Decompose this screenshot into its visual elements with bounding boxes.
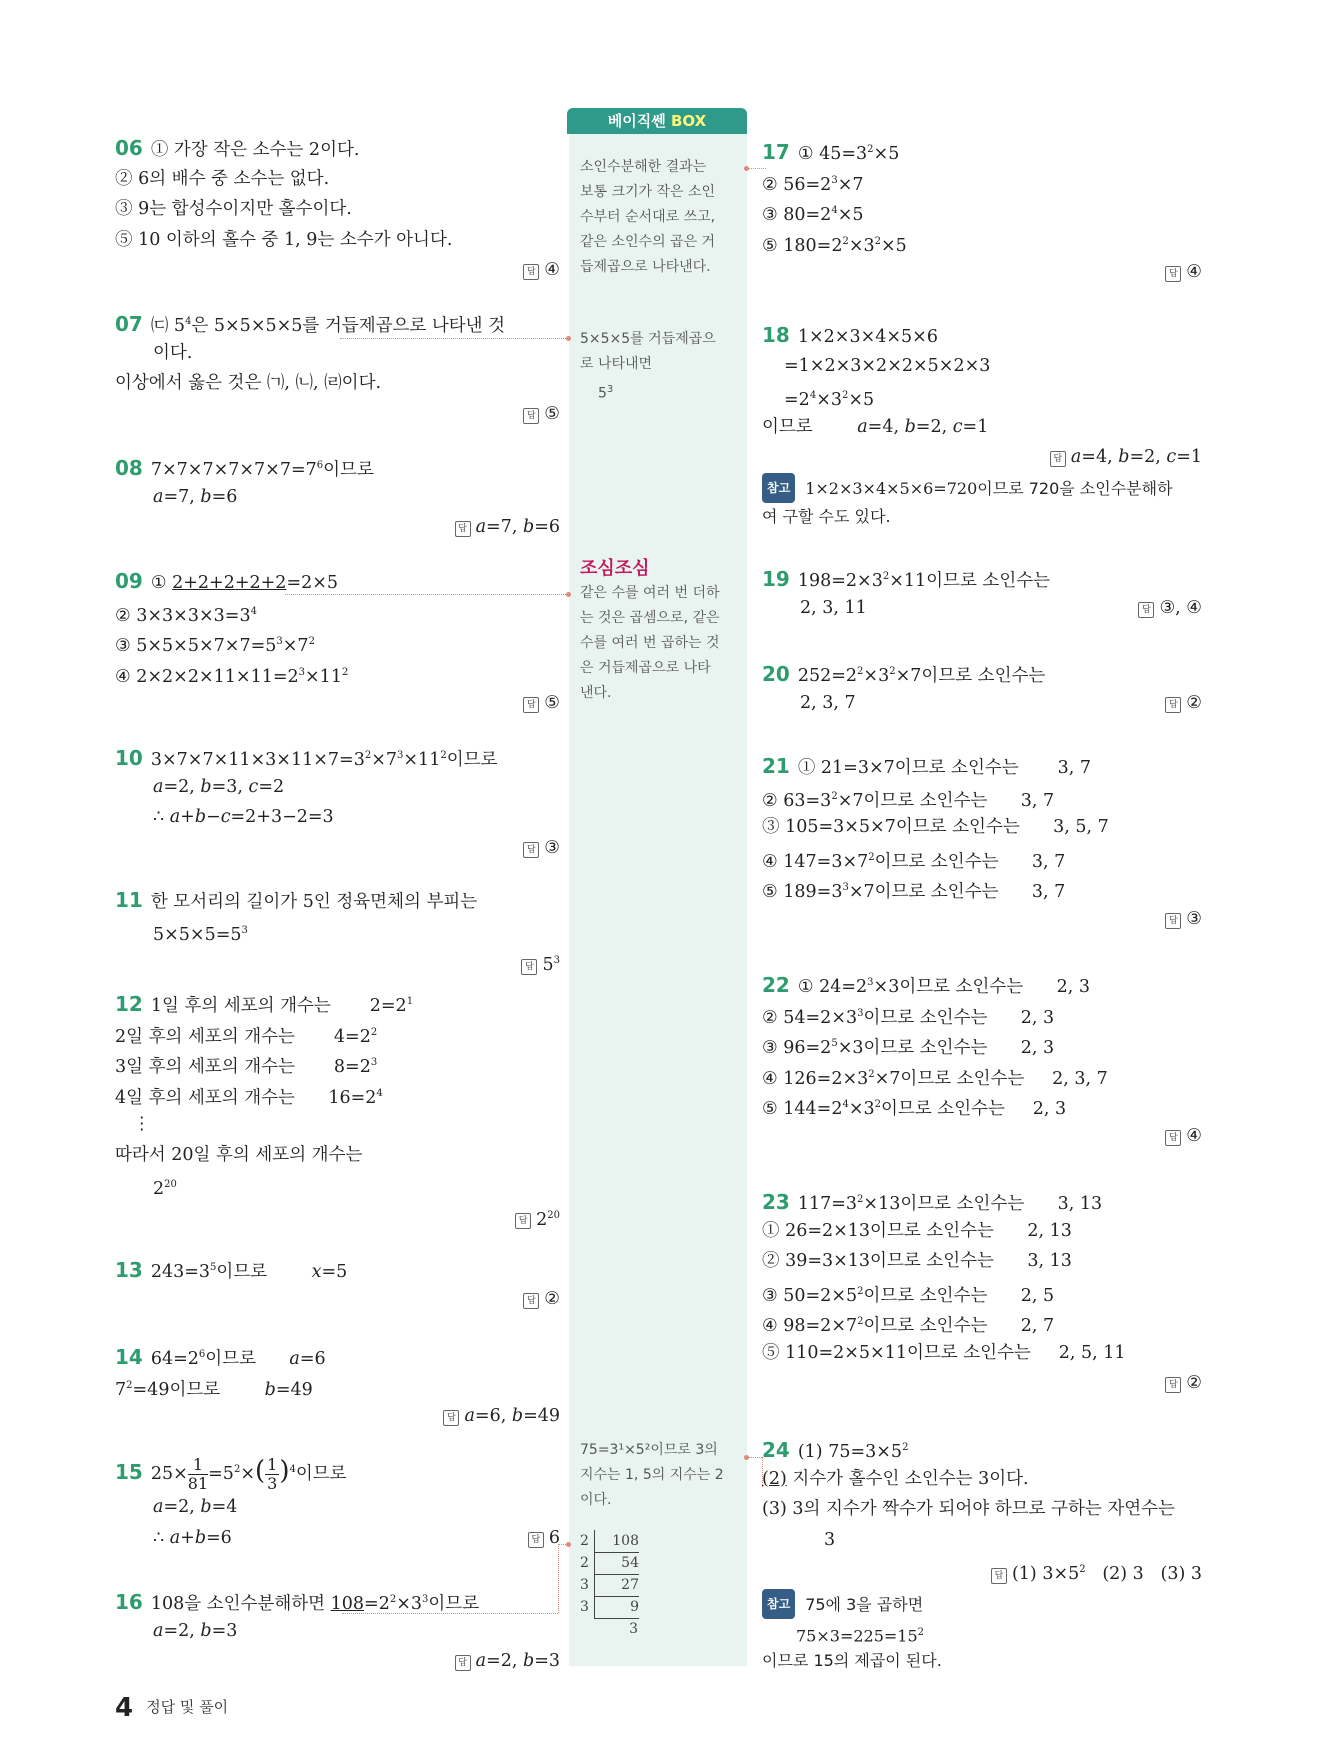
side-note-line: 수부터 순서대로 쓰고, [580, 209, 716, 225]
box-title-en: BOX [670, 112, 707, 130]
problem-14: 14 $64=2^6$이므로 a=6 $7^2=49$이므로 b=49 답 a=6, b=49 [115, 1344, 560, 1426]
power-base: 5 [598, 385, 607, 402]
answer-icon: 답 [528, 1532, 544, 1548]
problem-11: 11 한 모서리의 길이가 5인 정육면체의 부피는 $5\times 5\times 5=5^3$ 답 $5^3$ [115, 888, 560, 975]
answer-icon: 답 [1050, 451, 1066, 467]
problem-15: 15 25× $\frac{1}{81}$ $=5^2\times$( $\frac{1}{3}$ )$^4$이므로 a=2, b=4 ∴ a+b=6 답 6 [115, 1454, 560, 1548]
division-row [580, 1574, 738, 1596]
problem-13: 13 $243=3^5$이므로 x=5 답 ② [115, 1257, 560, 1309]
problem-19: 19 $198=2\times 3^2\times 11$이므로 소인수는 2, 3, 11 답 ③, ④ [762, 566, 1202, 618]
side-note-power [580, 377, 738, 407]
side-note-line: 같은 소인수의 곱은 거 [580, 234, 716, 250]
division-row [580, 1552, 738, 1574]
side-note-line: 듭제곱으로 나타낸다. [580, 259, 711, 275]
reference-note-line: 이므로 15의 제곱이 된다. [762, 1651, 942, 1671]
answer-icon: 답 [515, 1213, 531, 1229]
page-footer [115, 1693, 228, 1723]
answer-icon: 답 [523, 697, 539, 713]
reference-note: 참고 75에 3을 곱하면 [762, 1589, 1202, 1619]
answer-icon: 답 [1138, 602, 1154, 618]
side-note-line: 소인수분해한 결과는 [580, 159, 707, 175]
division-ladder [580, 1530, 738, 1640]
divisor: 2 [580, 1555, 589, 1571]
side-note-line: 로 나타내면 [580, 356, 653, 372]
careful-title: 조심조심 [580, 558, 650, 579]
problem-09: 09 ① 2+2+2+2+2=2×5 ② $3\times 3\times 3\times 3=3^4$ ③ $5\times 5\times 5\times 7\times 7=5^3\times 7^2$ ④ $2\times 2\times 2\times 11\times 11=2^3\times 11^2$ 답 ⑤ [115, 569, 560, 713]
quotient: 3 [629, 1621, 638, 1637]
side-note-line: 지수는 1, 5의 지수는 2 [580, 1467, 724, 1483]
reference-note: 참고 1×2×3×4×5×6=720이므로 720을 소인수분해하 [762, 473, 1202, 503]
footer-title: 정답 및 풀이 [146, 1698, 229, 1716]
problem-10: 10 $3\times 7\times 7\times 11\times 3\times 11\times 7=3^2\times 7^3\times 11^2$이므로 a=2, b=3, c=2 ∴ a+b−c=2+3−2=3 답 ③ [115, 745, 560, 858]
side-note-line: 같은 수를 여러 번 더하 [580, 585, 720, 601]
side-note-line: 는 것은 곱셈으로, 같은 [580, 610, 720, 626]
side-note-line: 75=3¹×5²이므로 3의 [580, 1442, 718, 1458]
problem-20: 20 $252=2^2\times 3^2\times 7$이므로 소인수는 2, 3, 7 답 ② [762, 661, 1202, 713]
answer-icon: 답 [455, 1655, 471, 1671]
problem-16: 16 108을 소인수분해하면 $108=2^2\times 3^3$이므로 a=2, b=3 답 a=2, b=3 [115, 1589, 560, 1671]
connector-dot [566, 592, 571, 597]
dividend: 9 [594, 1596, 639, 1619]
problem-21: 21 ① 21=3×7이므로 소인수는 3, 7 ② $63=3^2\times 7$이므로 소인수는 3, 7 ③ 105=3×5×7이므로 소인수는 3, 5, 7 ④ $147=3\times 7^2$이므로 소인수는 3, 7 ⑤ $189=3^3\times 7$이므로 소인수는 3, 7 답 ③ [762, 754, 1202, 929]
dividend: 27 [594, 1574, 639, 1597]
connector-line [748, 1457, 762, 1458]
division-row [580, 1530, 738, 1552]
side-note-2 [580, 327, 738, 407]
problem-07: 07 ㈂ $5^4$은 5×5×5×5를 거듭제곱으로 나타낸 것 이다. 이상에서 옳은 것은 ㈀, ㈁, ㈃이다. 답 ⑤ [115, 311, 560, 424]
divisor: 3 [580, 1577, 589, 1593]
connector-dot [566, 336, 571, 341]
answer-icon: 답 [1165, 1130, 1181, 1146]
problem-22: 22 ① $24=2^3\times 3$이므로 소인수는 2, 3 ② $54=2\times 3^3$이므로 소인수는 2, 3 ③ $96=2^5\times 3$이므로 소인수는 2, 3 ④ $126=2\times 3^2\times 7$이므로 소인수는 2, 3, 7 ⑤ $144=2^4\times 3^2$이므로 소인수는 2, 3 답 ④ [762, 972, 1202, 1146]
side-note-line: 이다. [580, 1492, 612, 1508]
division-row [580, 1596, 738, 1618]
side-note-4 [580, 1438, 738, 1513]
side-note-line: 낸다. [580, 685, 612, 701]
answer-icon: 답 [1165, 266, 1181, 282]
answer-icon: 답 [443, 1410, 459, 1426]
page-number: 4 [115, 1693, 134, 1723]
dividend: 54 [594, 1552, 639, 1575]
side-note-3 [580, 556, 738, 706]
divisor: 2 [580, 1533, 589, 1549]
note-badge: 참고 [762, 473, 795, 503]
answer-icon: 답 [521, 959, 537, 975]
reference-note-line: 여 구할 수도 있다. [762, 506, 891, 526]
division-row [580, 1618, 738, 1640]
problem-12: 12 1일 후의 세포의 개수는 $2=2^1$ 2일 후의 세포의 개수는 $4=2^2$ 3일 후의 세포의 개수는 $8=2^3$ 4일 후의 세포의 개수는 $16=2^4$ ⋮ 따라서 20일 후의 세포의 개수는 $2^{20}$ 답 $2^{20}$ [115, 991, 560, 1230]
side-note-line: 5×5×5를 거듭제곱으 [580, 331, 716, 347]
answer-icon: 답 [1165, 1377, 1181, 1393]
answer-icon: 답 [1165, 913, 1181, 929]
problem-08: 08 $7\times 7\times 7\times 7\times 7\times 7=7^6$이므로 a=7, b=6 답 a=7, b=6 [115, 455, 560, 537]
note-badge: 참고 [762, 1589, 795, 1619]
answer-icon: 답 [1165, 697, 1181, 713]
dividend: 108 [594, 1530, 639, 1553]
problem-06: 06 ① 가장 작은 소수는 2이다. ② 6의 배수 중 소수는 없다. ③ 9는 합성수이지만 홀수이다. ⑤ 10 이하의 홀수 중 1, 9는 소수가 아니다. 답 ④ [115, 136, 560, 280]
problem-23: 23 $117=3^2\times 13$이므로 소인수는 3, 13 ① 26=2×13이므로 소인수는 2, 13 ② 39=3×13이므로 소인수는 3, 13 ③ $50=2\times 5^2$이므로 소인수는 2, 5 ④ $98=2\times 7^2$이므로 소인수는 2, 7 ⑤ 110=2×5×11이므로 소인수는 2, 5, 11 답 ② [762, 1189, 1202, 1393]
power-exponent: 3 [606, 384, 614, 395]
side-note-line: 보통 크기가 작은 소인 [580, 184, 716, 200]
divisor: 3 [580, 1599, 589, 1615]
problem-18: 18 1×2×3×4×5×6 =1×2×3×2×2×5×2×3 $=2^4\times 3^2\times 5$ 이므로 a=4, b=2, c=1 답 a=4, b=2, c=1 참고 1×2×3×4×5×6=720이므로 720을 소인수분해하 여 구할 수도 있다. [762, 320, 1202, 531]
answer-icon: 답 [455, 521, 471, 537]
basic-box-tab [567, 108, 747, 134]
answer-icon: 답 [991, 1568, 1007, 1584]
answer-icon: 답 [523, 842, 539, 858]
box-title: 베이직쎈 [607, 112, 666, 130]
problem-24: 24 (1) $75=3\times 5^2$ (2) 지수가 홀수인 소인수는 3이다. (3) 3의 지수가 짝수가 되어야 하므로 구하는 자연수는 3 답 (1) $3\times 5^2$ (2) 3 (3) 3 참고 75에 3을 곱하면 $75\times 3=225=15^2$ 이므로 15의 제곱이 된다. [762, 1433, 1202, 1675]
answer-icon: 답 [523, 264, 539, 280]
side-note-line: 은 거듭제곱으로 나타 [580, 660, 711, 676]
answer-icon: 답 [523, 408, 539, 424]
answer-icon: 답 [523, 1293, 539, 1309]
side-note-1 [580, 155, 738, 280]
problem-17: 17 ① $45=3^2\times 5$ ② $56=2^3\times 7$ ③ $80=2^4\times 5$ ⑤ $180=2^2\times 3^2\times 5$ 답 ④ [762, 139, 1202, 282]
side-note-line: 수를 여러 번 곱하는 것 [580, 635, 720, 651]
